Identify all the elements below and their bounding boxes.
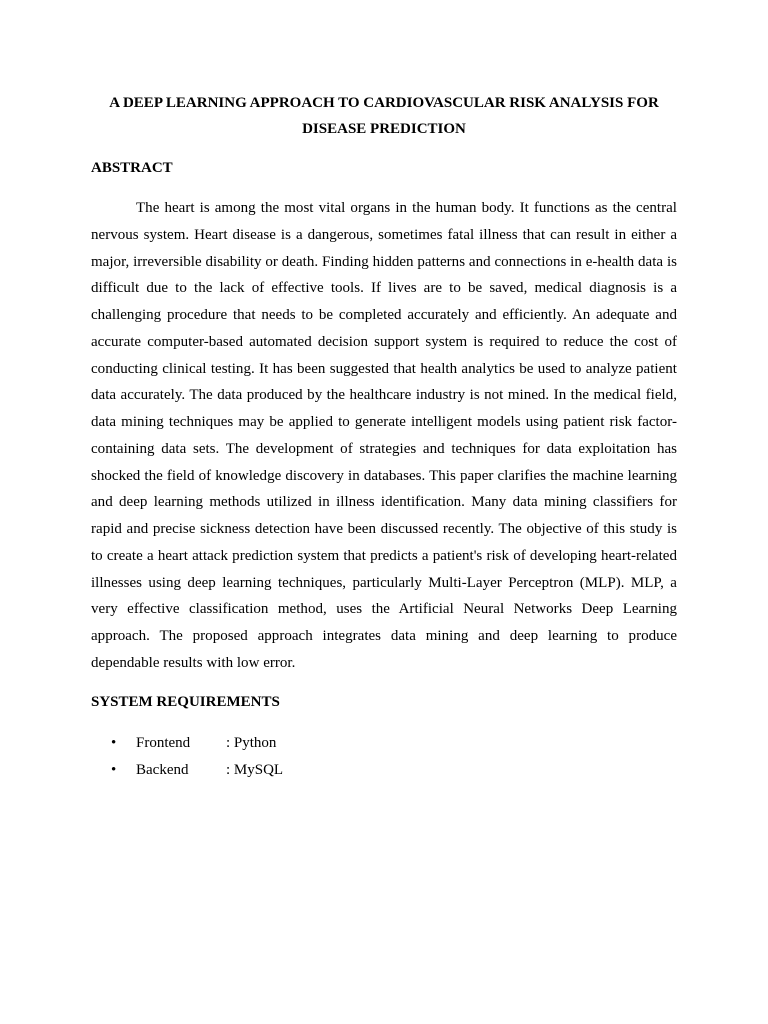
bullet-icon: • (111, 735, 117, 751)
requirement-label: Backend (136, 762, 189, 778)
abstract-heading: ABSTRACT (91, 160, 173, 176)
requirement-value: : MySQL (226, 762, 284, 778)
requirement-value: : Python (226, 735, 277, 751)
requirement-item-frontend (91, 730, 677, 757)
requirement-item-backend (91, 757, 677, 784)
requirements-list (91, 730, 677, 784)
document-title: A DEEP LEARNING APPROACH TO CARDIOVASCULAR RISK ANALYSIS FOR DISEASE PREDICTION (109, 95, 659, 137)
bullet-icon: • (111, 762, 117, 778)
requirement-label: Frontend (136, 735, 191, 751)
system-requirements-heading: SYSTEM REQUIREMENTS (91, 694, 280, 710)
abstract-paragraph: The heart is among the most vital organs in the human body. It functions as the central nervous system. Heart disease is a dangerous, sometimes fatal illness that can result in either a major, irreversible disability or death. Finding hidden patterns and connections in e-health data is difficult due to the lack of effective tools. If lives are to be saved, medical diagnosis is a challenging procedure that needs to be completed accurately and efficiently. An adequate and accurate computer-based automated decision support system is required to reduce the cost of conducting clinical testing. It has been suggested that health analytics be used to analyze patient data accurately. The data produced by the healthcare industry is not mined. In the medical field, data mining techniques may be applied to generate intelligent models using patient risk factor-containing data sets. The development of strategies and techniques for data exploitation has shocked the field of knowledge discovery in databases. This paper clarifies the machine learning and deep learning methods utilized in illness identification. Many data mining classifiers for rapid and precise sickness detection have been discussed recently. The objective of this study is to create a heart attack prediction system that predicts a patient's risk of developing heart-related illnesses using deep learning techniques, particularly Multi-Layer Perceptron (MLP). MLP, a very effective classification method, uses the Artificial Neural Networks Deep Learning approach. The proposed approach integrates data mining and deep learning to produce dependable results with low error. (91, 200, 677, 671)
